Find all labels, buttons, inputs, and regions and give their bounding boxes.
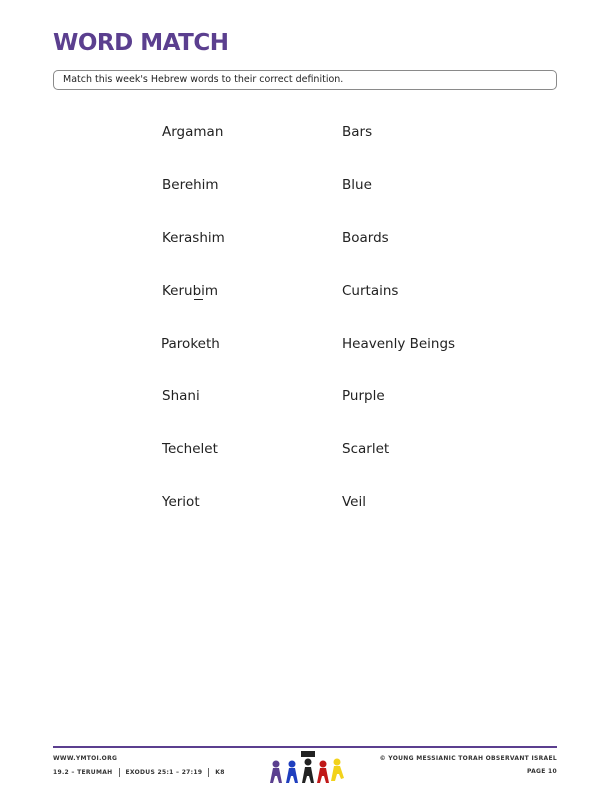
instructions-text: Match this week's Hebrew words to their correct definition.: [63, 74, 344, 85]
footer-separator: [208, 768, 209, 777]
ymtoi-logo: [268, 750, 346, 784]
right-word: Purple: [342, 388, 385, 404]
left-word: Kerubim: [162, 283, 219, 299]
footer-lesson: 19.2 – TERUMAH: [53, 769, 113, 776]
footer-website: WWW.YMTOI.ORG: [53, 755, 118, 762]
footer-lesson-info: [53, 768, 225, 777]
left-word: Shani: [162, 388, 200, 404]
footer-rule: [53, 746, 557, 748]
kerubim-underline: [194, 299, 203, 300]
right-word: Veil: [342, 494, 366, 510]
left-word: Paroketh: [161, 336, 220, 352]
logo-figure-blue: [286, 761, 298, 784]
right-word: Boards: [342, 230, 389, 246]
left-word: Yeriot: [162, 494, 200, 510]
left-word: Argaman: [162, 124, 224, 140]
footer-grade: K8: [215, 769, 225, 776]
footer-separator: [119, 768, 120, 777]
right-word: Scarlet: [342, 441, 390, 457]
footer-copyright: © YOUNG MESSIANIC TORAH OBSERVANT ISRAEL: [379, 755, 557, 762]
right-word: Heavenly Beings: [342, 336, 456, 352]
right-word: Blue: [342, 177, 372, 193]
footer-page-number: PAGE 10: [526, 768, 557, 775]
left-word: Berehim: [162, 177, 219, 193]
logo-figure-yellow: [331, 759, 344, 782]
logo-figure-purple: [270, 761, 282, 784]
left-word-kerubim: [162, 283, 218, 299]
left-word: Techelet: [162, 441, 218, 457]
page-title: WORD MATCH: [53, 30, 229, 56]
instructions-box: [53, 70, 557, 90]
logo-figure-black: [301, 751, 315, 783]
logo-figure-red: [317, 761, 329, 784]
right-word: Curtains: [342, 283, 399, 299]
footer-reading: EXODUS 25:1 – 27:19: [125, 769, 203, 776]
right-word: Bars: [342, 124, 373, 140]
left-word: Kerashim: [162, 230, 225, 246]
